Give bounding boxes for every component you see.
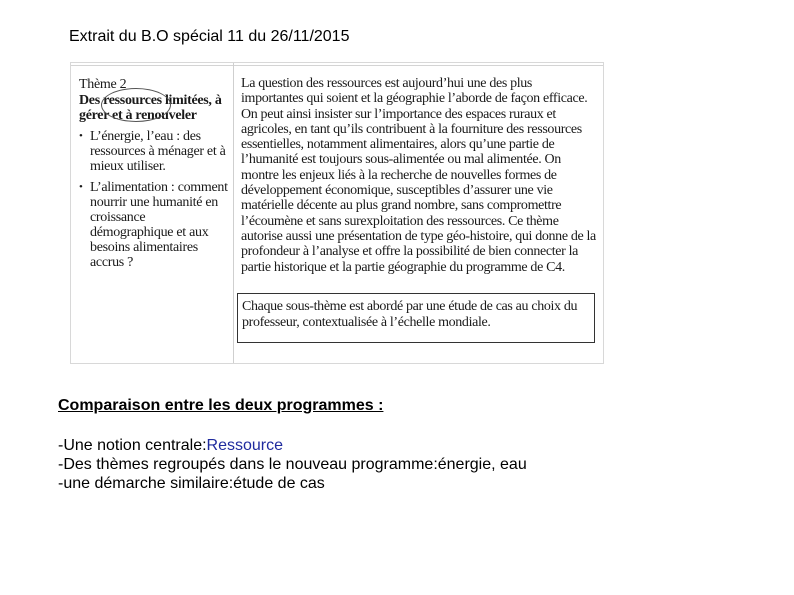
subtheme-list	[79, 129, 231, 270]
bullet-icon: •	[79, 130, 83, 142]
subtheme-item	[79, 129, 231, 174]
theme-title: Des ressources limitées, à gérer et à renouveler	[79, 93, 222, 123]
boxed-note: Chaque sous-thème est abordé par une étude de cas au choix du professeur, contextualisée à l’échelle mondiale.	[237, 293, 595, 343]
point-1-highlight: Ressource	[206, 437, 284, 454]
bullet-icon: •	[79, 181, 83, 193]
subtheme-text: L’énergie, l’eau : des ressources à ménager et à mieux utiliser.	[90, 129, 226, 174]
subtheme-item	[79, 180, 231, 270]
comparison-point-1	[58, 436, 527, 455]
comparison-heading: Comparaison entre les deux programmes :	[58, 397, 384, 414]
subtheme-text: L’alimentation : comment nourrir une humanité en croissance démographique et aux besoins alimentaires accrus ?	[90, 180, 228, 270]
program-excerpt-image	[70, 62, 604, 364]
theme-description: La question des ressources est aujourd’hui une des plus importantes qui soient et la géographie l’aborde de façon efficace. On peut ainsi insister sur l’importance des espaces ruraux et agricoles, en tant qu’ils contribuent à la fourniture des ressources essentielles, notamment alimentaires, alors qu’une partie de l’humanité est toujours sous-alimentée ou mal alimentée. On montre les enjeux liés à la recherche de nouvelles formes de développement économique, susceptibles d’assurer une vie matérielle décente au plus grand nombre, sans compromettre l’écoumène et sans surexploitation des ressources. Ce thème autorise aussi une présentation de type géo-histoire, qui donne de la profondeur à l’analyse et offre la possibilité de bien connecter la partie historique et la partie géographie du programme de C4.	[241, 76, 596, 275]
comparison-point-3: -une démarche similaire:étude de cas	[58, 475, 325, 492]
point-1-text: -Une notion centrale:	[58, 437, 207, 454]
comparison-points	[58, 436, 527, 493]
hand-drawn-circle-annotation	[101, 88, 171, 122]
slide-title: Extrait du B.O spécial 11 du 26/11/2015	[69, 28, 350, 45]
column-divider	[233, 63, 234, 363]
comparison-point-2: -Des thèmes regroupés dans le nouveau programme:énergie, eau	[58, 456, 527, 473]
theme-label: Thème 2	[79, 77, 127, 92]
excerpt-top-rule	[71, 65, 603, 66]
